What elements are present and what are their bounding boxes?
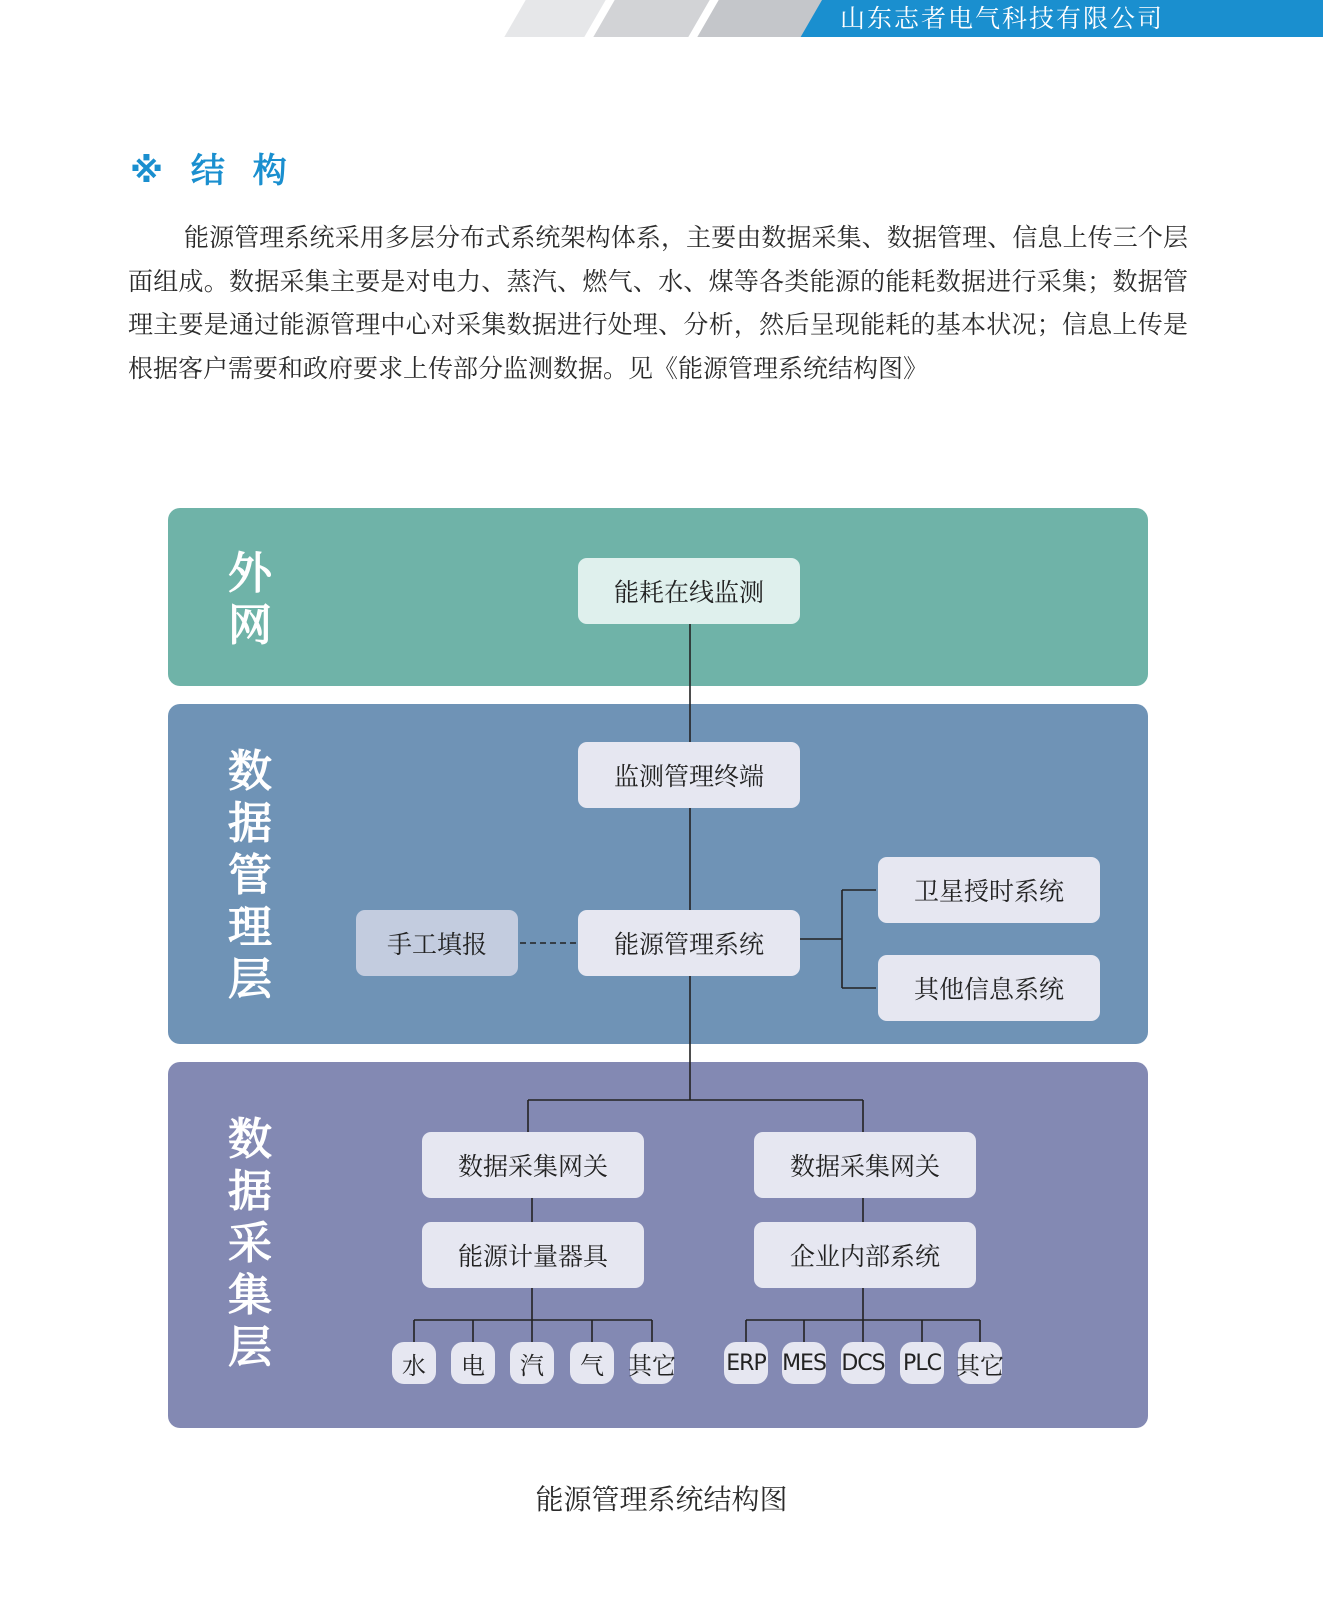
header-stripe: [504, 0, 605, 37]
leaf-plc: PLC: [900, 1342, 944, 1384]
company-name: 山东志者电气科技有限公司: [840, 4, 1165, 33]
leaf-steam: 汽: [510, 1342, 554, 1384]
node-monitor-terminal: 监测管理终端: [578, 742, 800, 808]
intro-paragraph: 能源管理系统采用多层分布式系统架构体系，主要由数据采集、数据管理、信息上传三个层面组成。数据采集主要是对电力、蒸汽、燃气、水、煤等各类能源的能耗数据进行采集；数据管理主要是通过能源管理中心对采集数据进行处理、分析，然后呈现能耗的基本状况；信息上传是根据客户需要和政府要求上传部分监测数据。见《能源管理系统结构图》: [128, 223, 1188, 383]
leaf-other-meter: 其它: [630, 1342, 674, 1384]
leaf-mes: MES: [782, 1342, 826, 1384]
diagram-caption: 能源管理系统结构图: [535, 1483, 788, 1516]
leaf-dcs: DCS: [841, 1342, 885, 1384]
leaf-erp: ERP: [724, 1342, 768, 1384]
leaf-electric: 电: [451, 1342, 495, 1384]
leaf-water: 水: [392, 1342, 436, 1384]
layer-title-external: 外网: [228, 548, 272, 651]
node-manual-entry: 手工填报: [356, 910, 518, 976]
node-satellite-timing: 卫星授时系统: [878, 857, 1100, 923]
leaf-other-system: 其它: [958, 1342, 1002, 1384]
leaf-gas: 气: [570, 1342, 614, 1384]
layer-title-acquisition: 数据采集层: [228, 1114, 272, 1373]
node-gateway-left: 数据采集网关: [422, 1132, 644, 1198]
section-title: ※ 结 构: [130, 151, 295, 191]
structure-diagram: [168, 508, 1148, 1428]
header-stripe: [593, 0, 709, 37]
node-energy-meter: 能源计量器具: [422, 1222, 644, 1288]
node-other-info-system: 其他信息系统: [878, 955, 1100, 1021]
page-header: [0, 0, 1323, 40]
node-energy-mgmt-system: 能源管理系统: [578, 910, 800, 976]
layer-title-management: 数据管理层: [228, 746, 272, 1005]
node-gateway-right: 数据采集网关: [754, 1132, 976, 1198]
node-online-monitoring: 能耗在线监测: [578, 558, 800, 624]
node-enterprise-internal: 企业内部系统: [754, 1222, 976, 1288]
